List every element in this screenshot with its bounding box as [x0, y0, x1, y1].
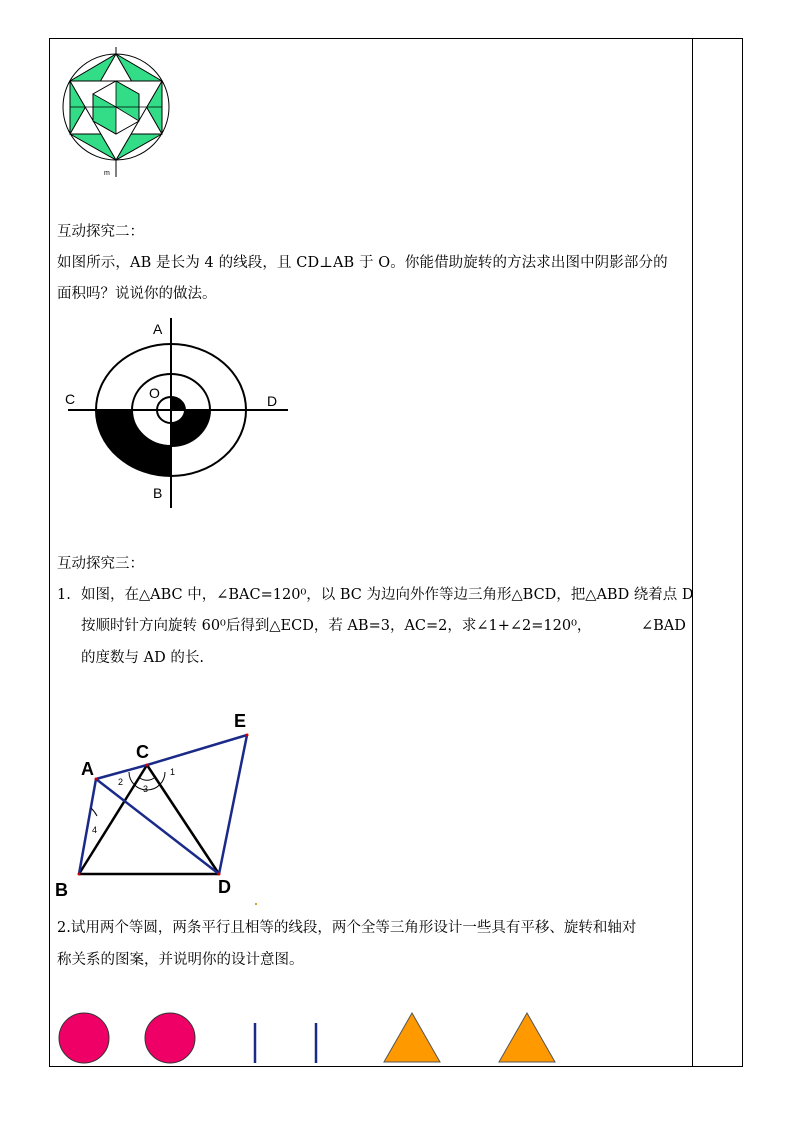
- star-pattern-figure: [58, 45, 178, 180]
- label-C: C: [136, 742, 149, 762]
- label-D: D: [218, 877, 231, 897]
- angle-label-4: 4: [92, 825, 98, 835]
- label-C: C: [65, 391, 76, 407]
- problem1-line1: 如图，在△ABC 中，∠BAC=120⁰，以 BC 为边向外作等边三角形△BCD，把△ABD 绕着点 D: [81, 587, 694, 603]
- section2-line1: 如图所示，AB 是长为 4 的线段，且 CD⊥AB 于 O。你能借助旋转的方法求出图中阴影部分的: [57, 255, 668, 271]
- section2-line2: 面积吗？说说你的做法。: [57, 286, 217, 302]
- problem1-line3: 的度数与 AD 的长.: [81, 650, 204, 666]
- column-divider: [692, 38, 693, 1067]
- figure-label-m: m: [104, 170, 110, 177]
- triangle-shape-2: [499, 1013, 555, 1062]
- problem2-line1: 2.试用两个等圆，两条平行且相等的线段，两个全等三角形设计一些具有平移、旋转和轴对: [57, 920, 637, 936]
- angle-label-2: 2: [118, 777, 124, 787]
- concentric-circles-figure: [58, 318, 298, 513]
- label-O: O: [149, 385, 160, 401]
- label-B: B: [153, 485, 163, 501]
- problem1-number: 1.: [57, 587, 71, 603]
- section2-heading: 互动探究二：: [57, 224, 144, 240]
- problem1-line2-tail: ∠BAD: [641, 618, 686, 634]
- circle-shape-2: [145, 1013, 195, 1063]
- circle-shape-1: [59, 1013, 109, 1063]
- label-D: D: [267, 393, 278, 409]
- section3-heading: 互动探究三：: [57, 556, 144, 572]
- design-shapes: [55, 1008, 565, 1068]
- triangle-rotation-figure: [52, 708, 272, 904]
- problem2-line2: 称关系的图案，并说明你的设计意图。: [57, 952, 304, 968]
- problem1-line2: 按顺时针方向旋转 60⁰后得到△ECD，若 AB=3，AC=2，求∠1+∠2=120⁰，: [81, 618, 592, 634]
- angle-label-1: 1: [170, 767, 176, 777]
- triangle-shape-1: [384, 1013, 440, 1062]
- label-B: B: [55, 880, 68, 900]
- label-E: E: [234, 711, 247, 731]
- angle-label-3: 3: [143, 784, 149, 794]
- label-A: A: [153, 321, 163, 337]
- page-frame: [49, 38, 743, 1067]
- stray-dot: [255, 903, 257, 905]
- label-A: A: [81, 759, 94, 779]
